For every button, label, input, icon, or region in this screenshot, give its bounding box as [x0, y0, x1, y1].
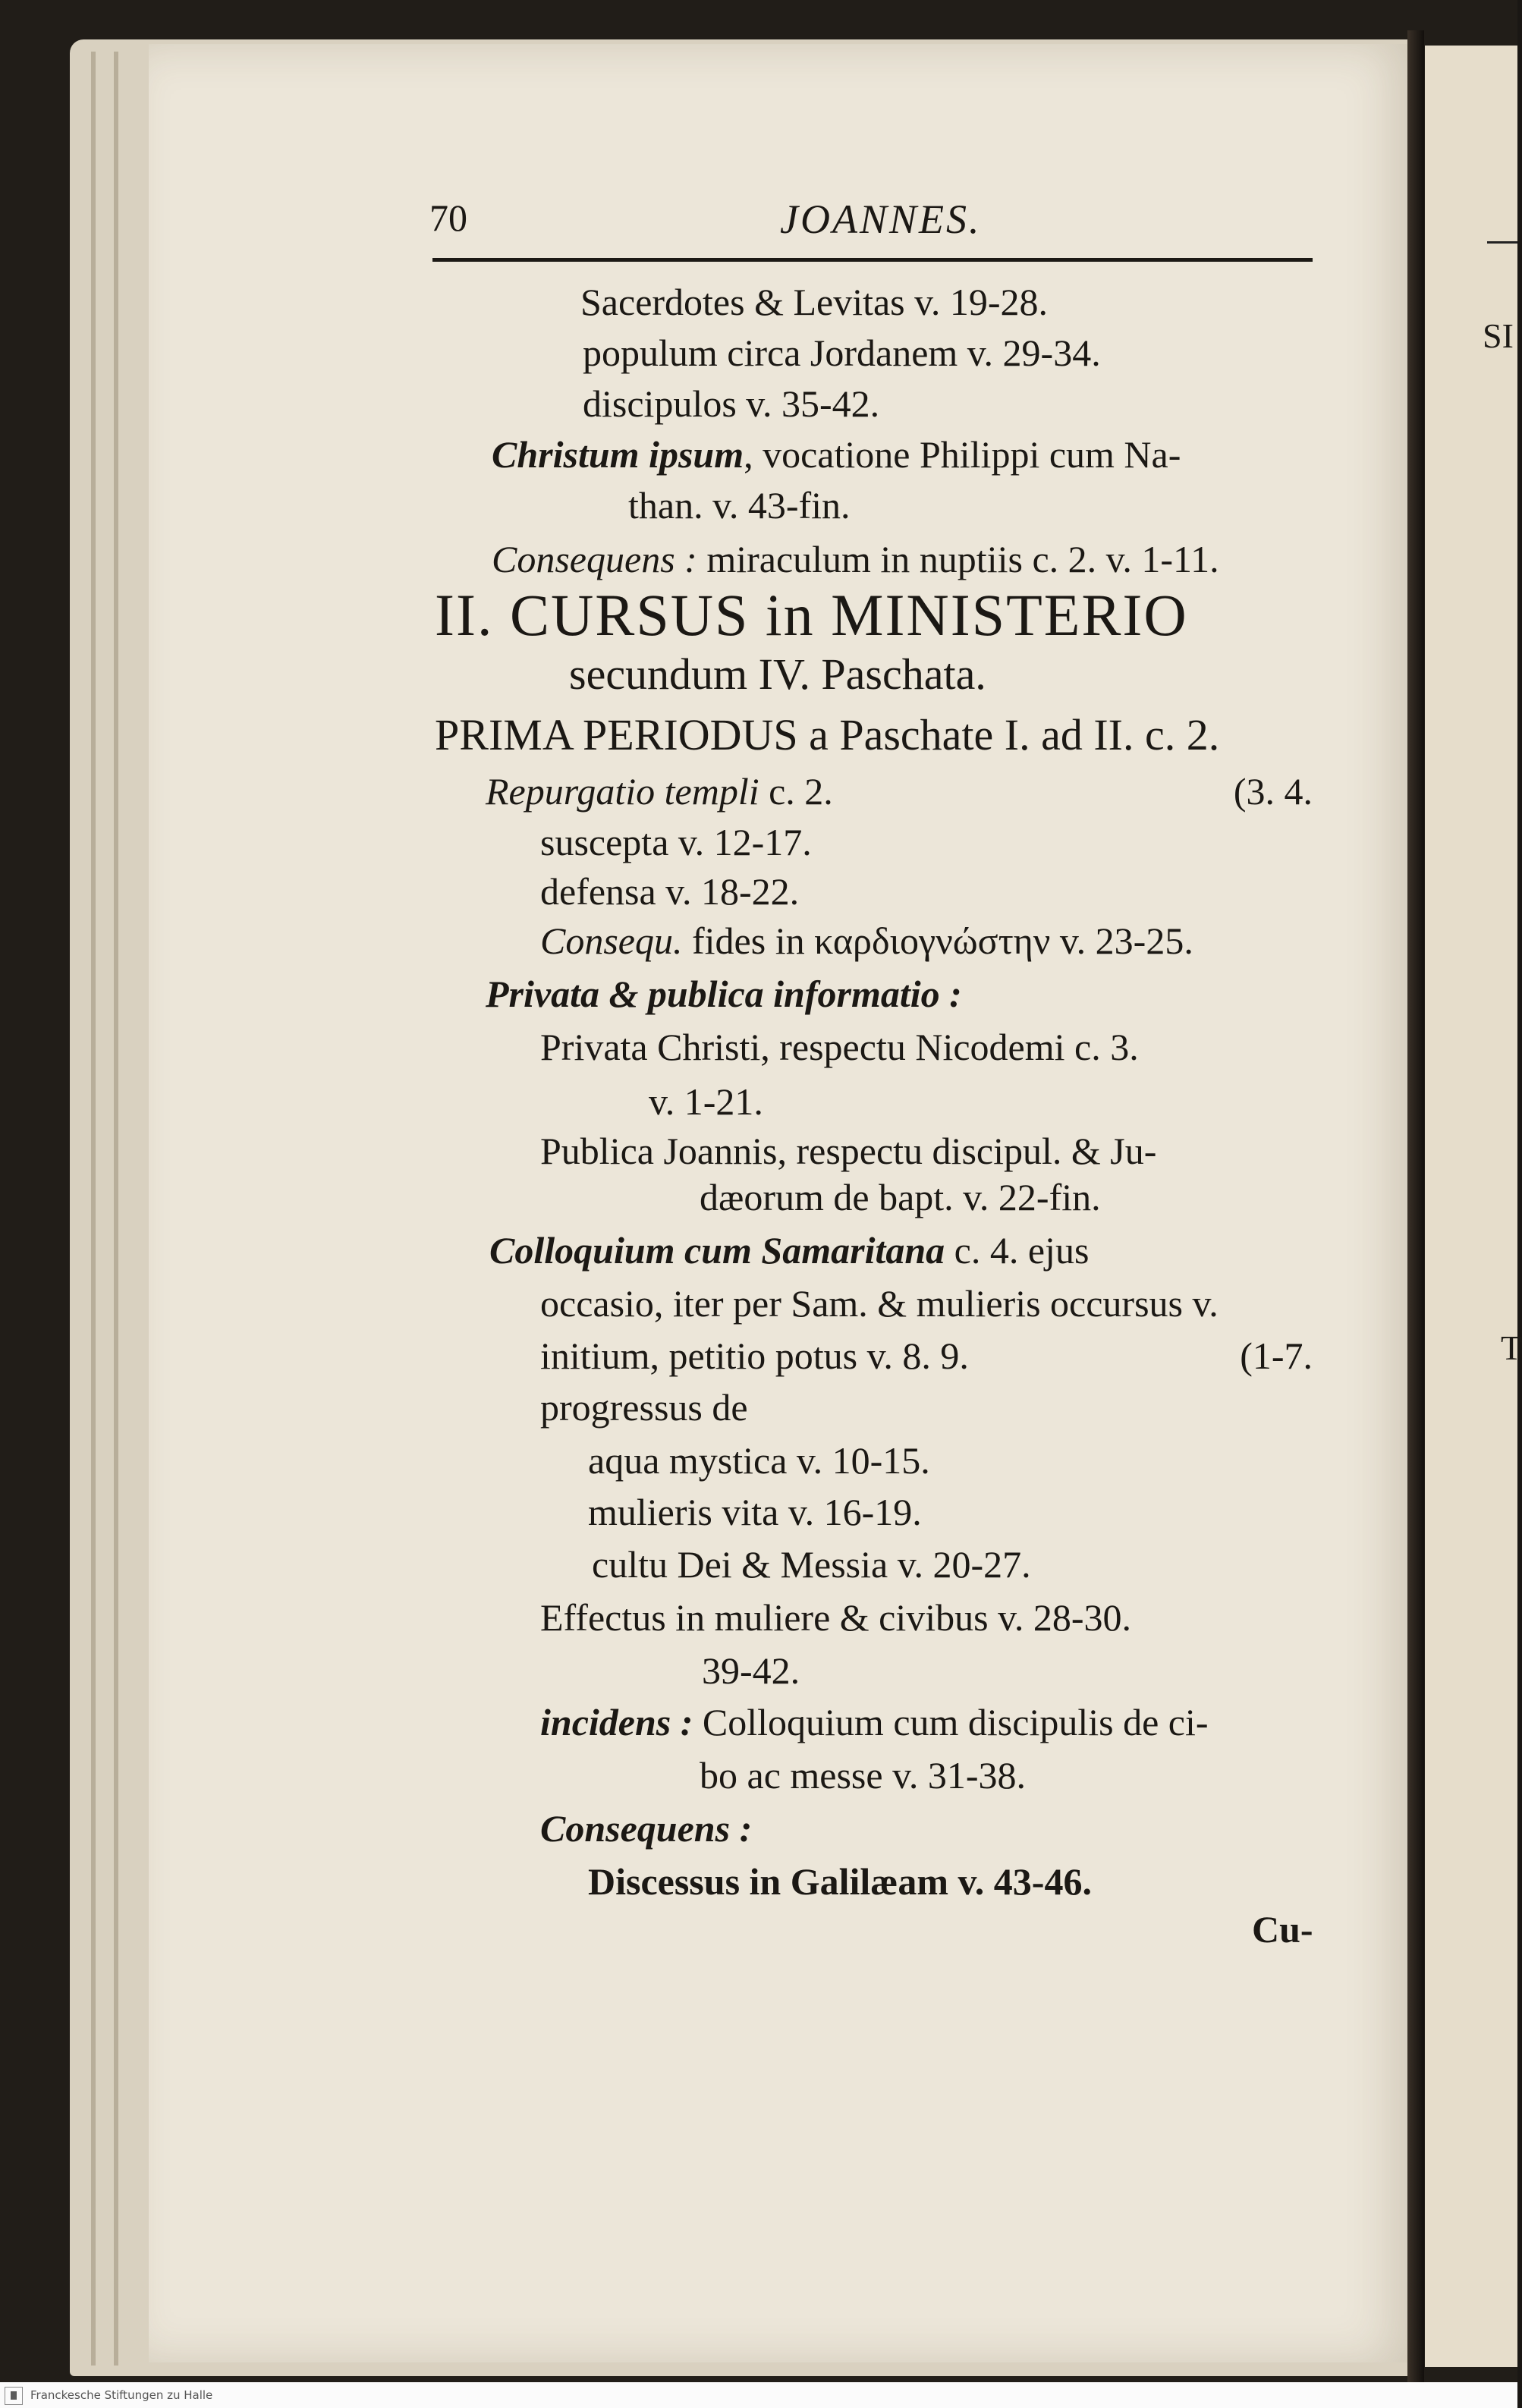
library-logo-icon [5, 2387, 23, 2405]
text-line: dæorum de bapt. v. 22-fin. [700, 1176, 1101, 1218]
text-line: Consequens : miraculum in nuptiis c. 2. v. 1-11. [492, 538, 1219, 580]
library-name: Franckesche Stiftungen zu Halle [30, 2388, 213, 2402]
text-line: Consequens : [540, 1807, 753, 1850]
text-line: Repurgatio templi c. 2. (3. 4. [486, 770, 1313, 813]
running-head: JOANNES. [780, 196, 982, 242]
page-number: 70 [429, 196, 467, 239]
text-line: Privata Christi, respectu Nicodemi c. 3. [540, 1026, 1139, 1068]
library-footer [0, 2382, 1517, 2408]
text-line: initium, petitio potus v. 8. 9. (1-7. [540, 1334, 1313, 1377]
text-line: occasio, iter per Sam. & mulieris occursus v. [540, 1282, 1219, 1325]
text-line: Consequ. fides in καρδιογνώστην v. 23-25. [540, 920, 1193, 962]
section-subheading: secundum IV. Paschata. [569, 649, 986, 699]
text-line: bo ac messe v. 31-38. [700, 1754, 1026, 1797]
facing-page-rule [1487, 241, 1517, 244]
text-line: v. 1-21. [649, 1080, 763, 1123]
text-line: mulieris vita v. 16-19. [588, 1491, 922, 1533]
header-rule [432, 258, 1313, 262]
facing-page-text: T [1501, 1328, 1522, 1367]
text-line: discipulos v. 35-42. [583, 382, 880, 425]
text-line: Effectus in muliere & civibus v. 28-30. [540, 1596, 1132, 1639]
text-line: Sacerdotes & Levitas v. 19-28. [580, 281, 1049, 323]
period-heading: PRIMA PERIODUS a Paschate I. ad II. c. 2. [435, 710, 1220, 759]
text-line: populum circa Jordanem v. 29-34. [583, 332, 1101, 374]
facing-page [1425, 46, 1522, 2367]
facing-page-text: SI [1483, 316, 1514, 355]
text-line: progressus de [540, 1386, 748, 1429]
text-line: cultu Dei & Messia v. 20-27. [592, 1543, 1031, 1586]
section-heading: II. CURSUS in MINISTERIO [435, 582, 1188, 648]
text-line: Privata & publica informatio : [486, 973, 962, 1015]
text-line: than. v. 43-fin. [628, 484, 851, 527]
text-line: Discessus in Galilæam v. 43-46. [588, 1860, 1092, 1903]
book-gutter [1407, 30, 1424, 2382]
text-line: Publica Joannis, respectu discipul. & Ju- [540, 1130, 1157, 1172]
catchword: Cu- [1252, 1908, 1313, 1951]
text-line: suscepta v. 12-17. [540, 821, 812, 863]
text-line: 39-42. [702, 1649, 800, 1692]
text-line: Christum ipsum, vocatione Philippi cum Na- [492, 433, 1181, 476]
text-line: incidens : Colloquium cum discipulis de ci- [540, 1701, 1209, 1743]
text-line: Colloquium cum Samaritana c. 4. ejus [489, 1229, 1090, 1272]
text-line: aqua mystica v. 10-15. [588, 1439, 930, 1482]
text-line: defensa v. 18-22. [540, 870, 800, 913]
